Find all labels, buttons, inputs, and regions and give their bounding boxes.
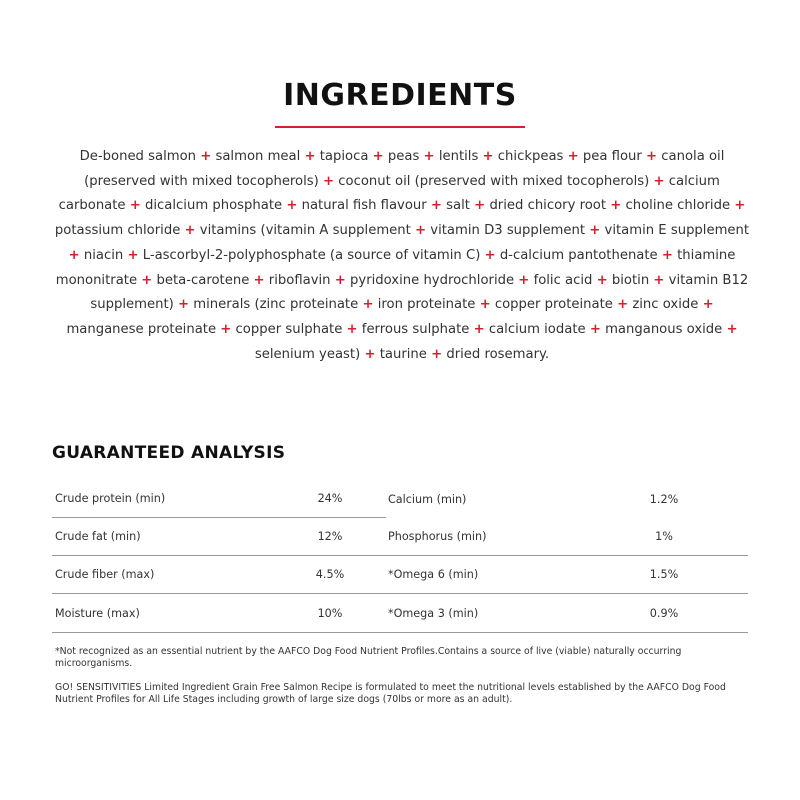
plus-separator: + [653,173,665,189]
plus-separator: + [346,321,358,337]
ingredient-item: ferrous sulphate [361,321,470,337]
ingredient-item: dried chicory root [489,198,607,214]
plus-separator: + [479,297,491,313]
plus-separator: + [518,272,530,288]
plus-separator: + [617,297,629,313]
aafco-statement: GO! SENSITIVITIES Limited Ingredient Grain Free Salmon Recipe is formulated to meet the nutritional levels established by the AAFCO Dog Food Nutrient Profiles for All Life Stages including growth of large size dogs (70lbs or more as an adult). [55,682,726,705]
analysis-row [386,556,748,594]
ingredient-item: beta-carotene [156,272,250,288]
ingredient-item: vitamin D3 supplement [430,223,586,239]
analysis-row [386,518,748,556]
ingredient-item: chickpeas [497,149,564,164]
nutrient-value: 1.5% [649,568,679,581]
nutrient-label: Crude fiber (max) [55,568,155,581]
plus-separator: + [430,198,442,214]
nutrient-label: *Omega 3 (min) [388,607,479,620]
ingredient-item: copper proteinate [494,297,613,313]
ingredient-item: iron proteinate [377,297,476,313]
plus-separator: + [653,272,665,288]
ingredient-item: manganese proteinate [66,321,217,337]
aafco-footnote: *Not recognized as an essential nutrient by the AAFCO Dog Food Nutrient Profiles.Contains a source of live (viable) naturally occurring microorganisms. [55,646,682,669]
plus-separator: + [253,272,265,288]
ingredient-item: lentils [438,149,479,164]
ingredient-item: vitamins (vitamin A supplement [199,223,411,239]
ingredient-item: pea flour [582,149,642,164]
nutrient-value: 1% [655,530,673,543]
ingredient-item: d-calcium pantothenate [499,247,658,263]
nutrient-label: Phosphorus (min) [388,530,487,543]
plus-separator: + [304,149,316,164]
ingredient-item: calcium iodate [488,321,586,337]
analysis-row [52,480,386,518]
ingredient-item: pyridoxine hydrochloride [350,272,515,288]
analysis-row [52,595,386,633]
nutrient-label: Moisture (max) [55,607,140,620]
plus-separator: + [702,297,714,313]
analysis-row [52,518,386,556]
plus-separator: + [423,149,435,164]
ingredient-item: dicalcium phosphate [145,198,283,214]
ingredient-item: selenium yeast) [254,346,361,362]
plus-separator: + [482,149,494,164]
plus-separator: + [431,346,443,362]
title-underline [275,126,525,128]
ingredient-item: vitamin B12 supplement) [90,272,749,313]
nutrient-value: 10% [317,607,343,620]
nutrient-value: 12% [317,530,343,543]
nutrient-value: 1.2% [649,492,679,506]
plus-separator: + [141,272,153,288]
ingredient-item: potassium chloride [54,223,181,239]
ingredients-title: INGREDIENTS [283,78,517,113]
ingredient-item: zinc oxide [632,297,699,313]
nutrient-value: 0.9% [649,607,679,620]
ingredient-item: De-boned salmon [79,149,197,164]
ingredient-item: biotin [611,272,650,288]
plus-separator: + [589,223,601,239]
plus-separator: + [127,247,139,263]
nutrient-label: Crude fat (min) [55,530,141,543]
plus-separator: + [129,198,141,214]
plus-separator: + [726,321,738,337]
plus-separator: + [473,321,485,337]
plus-separator: + [220,321,232,337]
plus-separator: + [68,247,80,263]
ingredient-item: folic acid [533,272,593,288]
plus-separator: + [184,223,196,239]
plus-separator: + [596,272,608,288]
ingredient-item: minerals (zinc proteinate [193,297,359,313]
plus-separator: + [362,297,374,313]
plus-separator: + [177,297,190,313]
ingredient-item: canola oil (preserved with mixed tocopherols) [84,149,725,189]
analysis-row [386,480,748,518]
ingredient-item: tapioca [319,149,369,164]
plus-separator: + [334,272,346,288]
analysis-row [386,595,748,633]
nutrient-label: *Omega 6 (min) [388,568,479,581]
plus-separator: + [661,247,673,263]
nutrient-value: 4.5% [315,568,345,581]
ingredient-item: salmon meal [215,149,301,164]
ingredient-item: coconut oil (preserved with mixed tocopherols) [338,173,650,189]
plus-separator: + [567,149,579,164]
plus-separator: + [474,198,486,214]
ingredient-item: natural fish flavour [301,198,427,214]
ingredient-item: dried rosemary. [446,346,550,362]
nutrient-label: Calcium (min) [388,492,467,506]
ingredient-item: L-ascorbyl-2-polyphosphate (a source of vitamin C) [142,247,481,263]
ingredient-item: peas [387,149,420,164]
ingredient-item: copper sulphate [235,321,343,337]
plus-separator: + [364,346,376,362]
nutrient-value: 24% [317,492,343,505]
plus-separator: + [734,198,746,214]
plus-separator: + [415,223,427,239]
ingredient-item: riboflavin [268,272,331,288]
plus-separator: + [286,198,298,214]
plus-separator: + [200,149,212,164]
plus-separator: + [589,321,601,337]
plus-separator: + [646,149,658,164]
guaranteed-analysis-title: GUARANTEED ANALYSIS [52,443,286,463]
ingredient-item: vitamin E supplement [604,223,750,239]
ingredient-item: taurine [379,346,427,362]
plus-separator: + [484,247,496,263]
analysis-row [52,556,386,594]
ingredient-item: salt [446,198,470,214]
ingredient-item: niacin [83,247,124,263]
ingredients-list [52,145,752,367]
plus-separator: + [323,173,335,189]
ingredient-item: calcium carbonate [58,173,720,214]
plus-separator: + [610,198,622,214]
ingredient-item: thiamine mononitrate [55,247,736,288]
plus-separator: + [372,149,384,164]
ingredient-item: manganous oxide [605,321,723,337]
ingredient-item: choline chloride [625,198,731,214]
nutrient-label: Crude protein (min) [55,492,166,505]
